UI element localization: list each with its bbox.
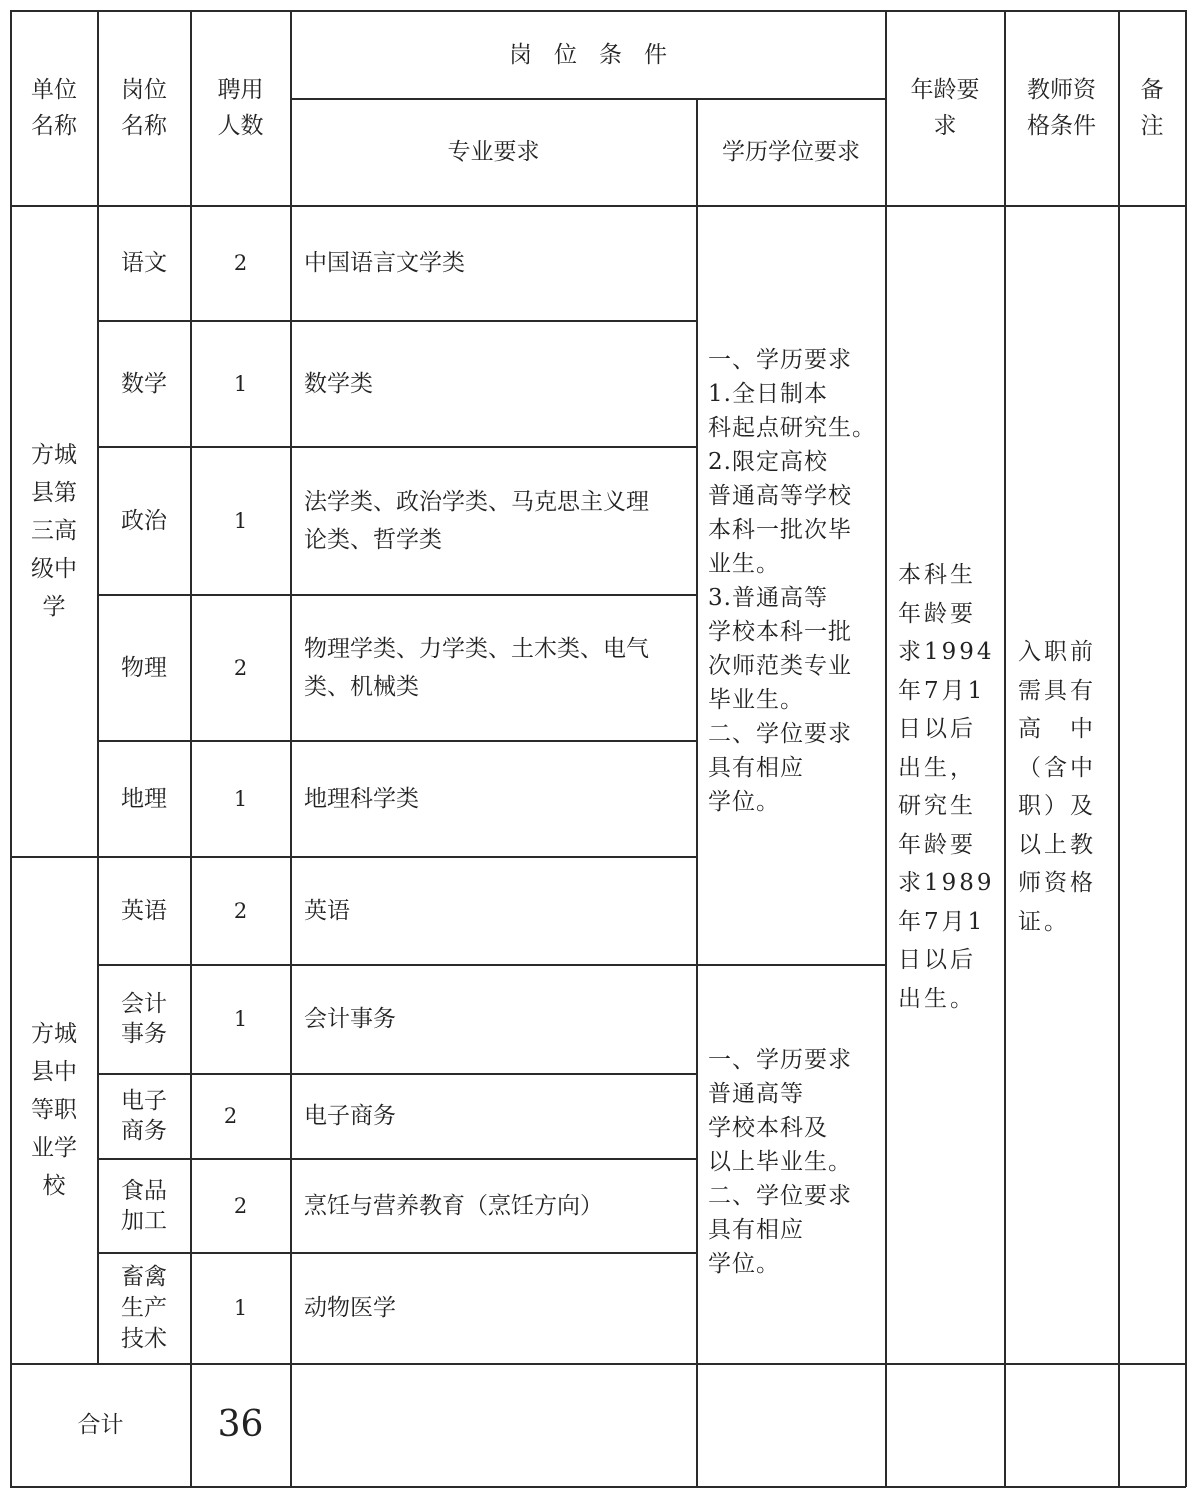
major-requirement: 物理学类、力学类、土木类、电气 类、机械类 [304,635,649,700]
post-name: 畜禽 生产 技术 [121,1263,167,1352]
major-requirement: 英语 [304,897,350,924]
post-name: 地理 [121,785,167,812]
major-requirement: 动物医学 [304,1295,396,1321]
degree-requirement: 一、学历要求 1.全日制本 科起点研究生。 2.限定高校 普通高等学校 本科一批次毕 业生。 3.普通高等 学校本科一批 次师范类专业 毕业生。 二、学位要求 具有相应 学位。 [708,347,876,815]
post-count: 1 [233,508,248,533]
total-count: 36 [217,1404,264,1445]
major-requirement: 电子商务 [304,1103,396,1129]
header-age: 年龄要 求 [910,77,980,139]
post-name: 英语 [121,897,167,924]
post-count: 2 [233,1193,248,1218]
post-count: 2 [223,1104,238,1128]
unit-name: 方城 县第 三高 级中 学 [31,442,77,620]
post-count: 1 [233,371,248,396]
degree-requirement: 一、学历要求 普通高等 学校本科及 以上毕业生。 二、学位要求 具有相应 学位。 [708,1047,852,1277]
major-requirement: 地理科学类 [304,785,419,812]
col-line [1118,10,1120,1487]
border-right [1185,10,1187,1487]
header-count: 聘用 人数 [217,77,264,139]
header-post: 岗位 名称 [121,77,167,139]
header-major: 专业要求 [447,139,540,165]
major-requirement: 数学类 [304,370,373,397]
post-name: 会计 事务 [121,991,167,1047]
col-line [1004,10,1006,1487]
post-name: 物理 [121,654,167,681]
post-count: 2 [233,898,248,923]
post-name: 政治 [121,507,167,534]
major-requirement: 烹饪与营养教育（烹饪方向） [304,1192,603,1219]
post-count: 2 [233,655,248,680]
total-label: 合计 [77,1412,124,1438]
header-degree: 学历学位要求 [722,139,860,165]
major-requirement: 会计事务 [304,1006,396,1032]
header-conditions: 岗位条件 [509,41,689,68]
post-count: 1 [233,1296,248,1320]
post-name: 语文 [121,250,167,276]
major-requirement: 法学类、政治学类、马克思主义理 论类、哲学类 [304,488,649,553]
post-name: 食品 加工 [121,1177,167,1234]
post-count: 1 [233,1007,248,1031]
header-teacher: 教师资 格条件 [1027,77,1096,139]
teacher-requirement: 入职前 需具有 高 中 （含中 职）及 以上教 师资格 证。 [1018,639,1096,935]
header-unit: 单位 名称 [31,77,77,139]
header-remark: 备 注 [1140,77,1164,139]
post-name: 电子 商务 [121,1088,167,1144]
post-count: 1 [233,786,248,811]
major-requirement: 中国语言文学类 [304,250,465,276]
unit-name: 方城 县中 等职 业学 校 [31,1021,77,1199]
post-count: 2 [233,251,248,275]
post-name: 数学 [121,370,167,397]
age-requirement: 本科生 年龄要 求1994 年7月1 日以后 出生， 研究生 年龄要 求1989 年7月1 日以后 出生。 [898,562,995,1012]
col-line [885,10,887,1487]
